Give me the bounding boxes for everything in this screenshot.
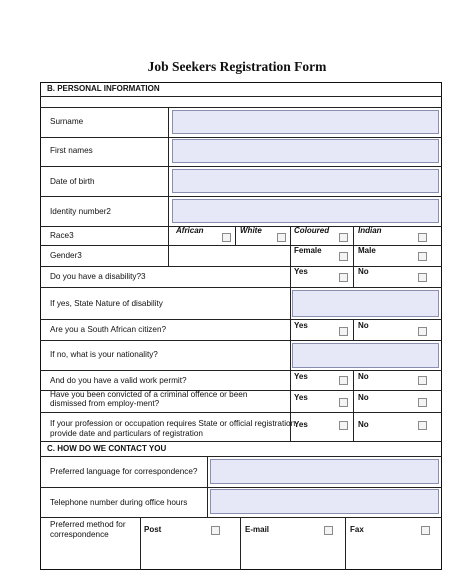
convicted-no-checkbox[interactable] — [418, 398, 427, 407]
row-divider — [40, 487, 442, 488]
method-option-label: Fax — [350, 525, 364, 534]
column-divider — [207, 456, 208, 517]
identity-input[interactable] — [172, 199, 439, 223]
no-label: No — [358, 267, 369, 276]
yes-label: Yes — [294, 321, 308, 330]
method-option-label: Post — [144, 525, 162, 534]
surname-input[interactable] — [172, 110, 439, 134]
column-divider — [353, 266, 354, 287]
disability-no-checkbox[interactable] — [418, 273, 427, 282]
row-divider — [40, 287, 442, 288]
race-option-label: African — [176, 226, 204, 235]
column-divider — [353, 370, 354, 441]
telephone-label: Telephone number during office hours — [50, 498, 188, 507]
dob-input[interactable] — [172, 169, 439, 193]
disability-label: Do you have a disability?3 — [50, 272, 146, 281]
convicted-label: Have you been convicted of a criminal offence or been dismissed from employ-ment? — [50, 390, 248, 408]
gender-label: Gender3 — [50, 251, 82, 260]
yes-label: Yes — [294, 372, 308, 381]
section-c-header: C. HOW DO WE CONTACT YOU — [47, 444, 167, 453]
column-divider — [140, 517, 141, 570]
row-divider — [40, 441, 442, 442]
race-white-checkbox[interactable] — [277, 233, 286, 242]
race-option-label: Indian — [358, 226, 382, 235]
row-divider — [40, 456, 442, 457]
no-label: No — [358, 393, 369, 402]
no-label: No — [358, 420, 369, 429]
column-divider — [168, 107, 169, 266]
registration-label-line2: provide date and particulars of registration — [50, 429, 203, 438]
yes-label: Yes — [294, 393, 308, 402]
citizen-no-checkbox[interactable] — [418, 327, 427, 336]
race-option-label: Coloured — [294, 226, 330, 235]
permit-yes-checkbox[interactable] — [339, 376, 348, 385]
section-b-header: B. PERSONAL INFORMATION — [47, 84, 160, 93]
row-divider — [40, 137, 442, 138]
row-divider — [40, 196, 442, 197]
method-label-line1: Preferred method for — [50, 520, 126, 529]
row-divider — [40, 319, 442, 320]
first-names-input[interactable] — [172, 139, 439, 163]
column-divider — [353, 319, 354, 340]
surname-label: Surname — [50, 117, 84, 126]
row-divider — [40, 370, 442, 371]
gender-option-label: Female — [294, 246, 322, 255]
work-permit-label: And do you have a valid work permit? — [50, 376, 187, 385]
method-fax-checkbox[interactable] — [421, 526, 430, 535]
form-title: Job Seekers Registration Form — [147, 59, 327, 74]
convicted-yes-checkbox[interactable] — [339, 398, 348, 407]
race-label: Race3 — [50, 231, 74, 240]
nationality-label: If no, what is your nationality? — [50, 350, 158, 359]
first-names-label: First names — [50, 146, 93, 155]
race-option-label: White — [240, 226, 262, 235]
race-african-checkbox[interactable] — [222, 233, 231, 242]
column-divider — [290, 226, 291, 441]
gender-female-checkbox[interactable] — [339, 252, 348, 261]
column-divider — [235, 226, 236, 245]
disability-nature-label: If yes, State Nature of disability — [50, 299, 163, 308]
disability-nature-input[interactable] — [292, 290, 439, 317]
language-input[interactable] — [210, 459, 439, 484]
language-label: Preferred language for correspondence? — [50, 467, 198, 476]
method-option-label: E-mail — [245, 525, 270, 534]
sa-citizen-label: Are you a South African citizen? — [50, 325, 167, 334]
citizen-yes-checkbox[interactable] — [339, 327, 348, 336]
telephone-input[interactable] — [210, 489, 439, 514]
registration-no-checkbox[interactable] — [418, 421, 427, 430]
yes-label: Yes — [294, 420, 308, 429]
no-label: No — [358, 372, 369, 381]
registration-yes-checkbox[interactable] — [339, 421, 348, 430]
nationality-input[interactable] — [292, 343, 439, 368]
row-divider — [40, 517, 442, 518]
no-label: No — [358, 321, 369, 330]
disability-yes-checkbox[interactable] — [339, 273, 348, 282]
row-divider — [40, 96, 442, 97]
permit-no-checkbox[interactable] — [418, 376, 427, 385]
row-divider — [40, 107, 442, 108]
race-indian-checkbox[interactable] — [418, 233, 427, 242]
method-email-checkbox[interactable] — [324, 526, 333, 535]
row-divider — [40, 166, 442, 167]
column-divider — [345, 517, 346, 570]
column-divider — [240, 517, 241, 570]
column-divider — [353, 226, 354, 266]
identity-label: Identity number2 — [50, 207, 111, 216]
method-post-checkbox[interactable] — [211, 526, 220, 535]
method-label-line2: correspondence — [50, 530, 109, 539]
yes-label: Yes — [294, 267, 308, 276]
row-divider — [40, 412, 442, 413]
gender-option-label: Male — [358, 246, 376, 255]
race-coloured-checkbox[interactable] — [339, 233, 348, 242]
dob-label: Date of birth — [50, 177, 95, 186]
gender-male-checkbox[interactable] — [418, 252, 427, 261]
registration-label-line1: If your profession or occupation requires State or official registration, — [50, 419, 298, 428]
row-divider — [40, 266, 442, 267]
row-divider — [40, 340, 442, 341]
row-divider — [40, 245, 442, 246]
